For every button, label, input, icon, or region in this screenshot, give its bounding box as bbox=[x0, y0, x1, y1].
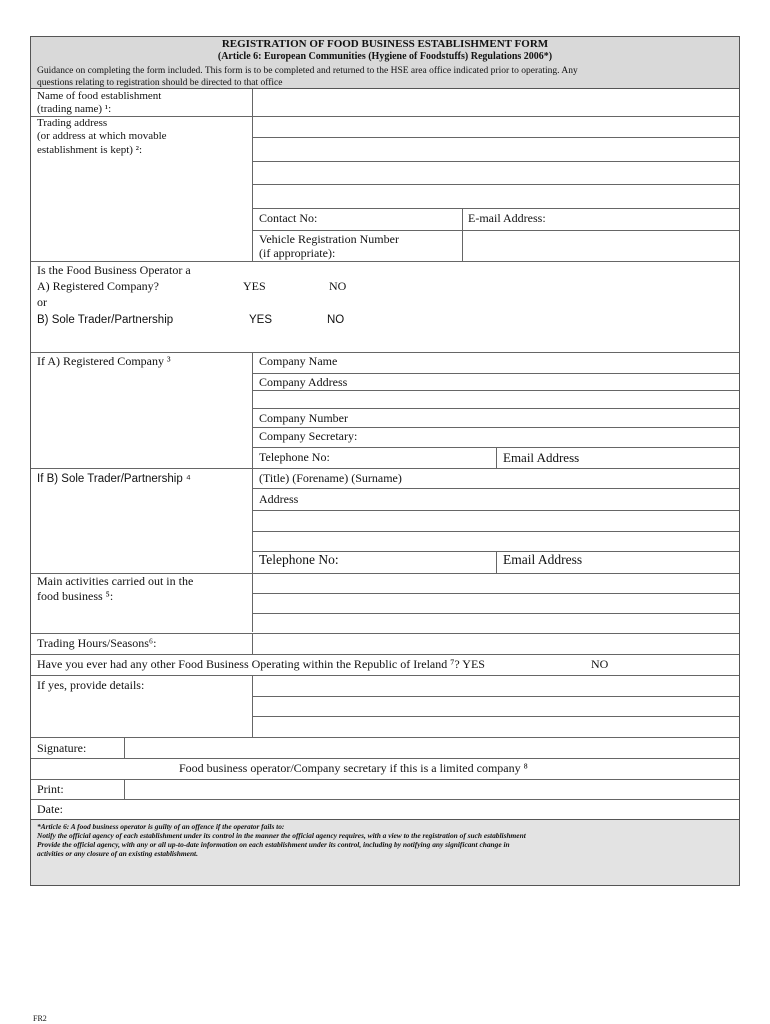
option-b-yes[interactable]: YES bbox=[249, 314, 273, 326]
company-secretary-field[interactable]: Company Secretary: bbox=[259, 429, 358, 443]
form-guidance bbox=[37, 65, 733, 89]
form-header bbox=[31, 37, 739, 89]
footnote-line-1: *Article 6: A food business operator is guilty of an offence if the operator fails to: bbox=[37, 822, 285, 831]
email-address-label: E-mail Address: bbox=[468, 211, 546, 225]
operator-type-question: Is the Food Business Operator a bbox=[37, 263, 191, 277]
main-activities-field-2[interactable] bbox=[253, 594, 739, 613]
other-business-details-field-2[interactable] bbox=[253, 697, 739, 716]
form-title: REGISTRATION OF FOOD BUSINESS ESTABLISHMENT FORM bbox=[221, 38, 549, 50]
registration-form bbox=[30, 36, 740, 886]
print-label: Print: bbox=[37, 782, 64, 796]
trading-address-field-2[interactable] bbox=[253, 138, 739, 161]
form-code: FR2 bbox=[33, 1014, 47, 1023]
trading-address-field-4[interactable] bbox=[253, 185, 739, 208]
company-telephone-field[interactable]: Telephone No: bbox=[259, 450, 330, 464]
main-activities-label-2: food business ⁵: bbox=[37, 589, 114, 603]
signature-caption: Food business operator/Company secretary if this is a limited company ⁸ bbox=[179, 761, 528, 775]
establishment-name-field[interactable] bbox=[253, 89, 739, 116]
company-address-field[interactable]: Company Address bbox=[259, 375, 348, 389]
other-business-details-field-3[interactable] bbox=[253, 717, 739, 737]
trading-address-label-1: Trading address bbox=[37, 117, 108, 129]
registered-company-label: If A) Registered Company ³ bbox=[37, 354, 171, 368]
trading-address-label-3: establishment is kept) ²: bbox=[37, 144, 143, 156]
other-business-details-label: If yes, provide details: bbox=[37, 678, 145, 692]
article-footnote bbox=[31, 819, 739, 885]
signature-field[interactable] bbox=[125, 738, 739, 758]
trading-address-field-3[interactable] bbox=[253, 162, 739, 184]
other-business-question: Have you ever had any other Food Business Operating within the Republic of Ireland ⁷? YES bbox=[37, 657, 485, 671]
establishment-name-label-1: Name of food establishment bbox=[37, 90, 162, 102]
option-a-label: A) Registered Company? bbox=[37, 279, 159, 293]
company-number-field[interactable]: Company Number bbox=[259, 411, 348, 425]
footnote-line-3: Provide the official agency, with any or all up-to-date information on each establishment under its control, including by notifying any significant change in bbox=[37, 840, 510, 849]
other-business-details-field-1[interactable] bbox=[253, 676, 739, 696]
sole-trader-email-field[interactable]: Email Address bbox=[503, 552, 583, 567]
trading-hours-field[interactable] bbox=[253, 634, 739, 654]
contact-no-label: Contact No: bbox=[259, 211, 318, 225]
main-activities-field-1[interactable] bbox=[253, 574, 739, 593]
company-name-field[interactable]: Company Name bbox=[259, 354, 338, 368]
sole-trader-names-field[interactable]: (Title) (Forename) (Surname) bbox=[259, 471, 402, 485]
option-a-no[interactable]: NO bbox=[329, 279, 347, 293]
date-label: Date: bbox=[37, 802, 63, 816]
main-activities-field-3[interactable] bbox=[253, 614, 739, 632]
vehicle-reg-label-1: Vehicle Registration Number bbox=[259, 232, 399, 246]
sole-trader-label: If B) Sole Trader/Partnership ⁴ bbox=[37, 473, 191, 485]
company-address-field-2[interactable] bbox=[253, 391, 739, 407]
establishment-name-label-2: (trading name) ¹: bbox=[37, 103, 112, 115]
footnote-line-4: activities or any closure of an existing establishment. bbox=[37, 849, 198, 858]
sole-trader-telephone-field[interactable]: Telephone No: bbox=[259, 552, 339, 567]
date-field[interactable] bbox=[125, 800, 739, 819]
option-b-label: B) Sole Trader/Partnership bbox=[37, 314, 174, 326]
other-business-no[interactable]: NO bbox=[591, 657, 609, 671]
guidance-line-2: questions relating to registration should be directed to that office bbox=[37, 78, 283, 88]
vehicle-reg-field[interactable] bbox=[463, 231, 739, 260]
sole-trader-address-field-3[interactable] bbox=[253, 532, 739, 550]
print-field[interactable] bbox=[125, 780, 739, 799]
option-a-yes[interactable]: YES bbox=[243, 279, 266, 293]
trading-address-field-1[interactable] bbox=[253, 117, 739, 137]
trading-address-label-2: (or address at which movable bbox=[37, 130, 167, 142]
guidance-line-1: Guidance on completing the form included. This form is to be completed and returned to the HSE area office indicated prior to operating. Any bbox=[37, 66, 578, 76]
or-label: or bbox=[37, 295, 47, 309]
signature-label: Signature: bbox=[37, 741, 87, 755]
form-subtitle: (Article 6: European Communities (Hygiene of Foodstuffs) Regulations 2006*) bbox=[217, 51, 553, 62]
sole-trader-address-field-2[interactable] bbox=[253, 511, 739, 531]
vehicle-reg-label-2: (if appropriate): bbox=[259, 246, 336, 260]
main-activities-label-1: Main activities carried out in the bbox=[37, 574, 194, 588]
sole-trader-address-field[interactable]: Address bbox=[259, 492, 299, 506]
option-b-no[interactable]: NO bbox=[327, 314, 345, 326]
company-email-field[interactable]: Email Address bbox=[503, 450, 580, 465]
trading-hours-label: Trading Hours/Seasons⁶: bbox=[37, 636, 157, 650]
footnote-line-2: Notify the official agency of each establishment under its control in the manner the official agency requires, with a view to the registration of such establishment bbox=[37, 831, 526, 840]
